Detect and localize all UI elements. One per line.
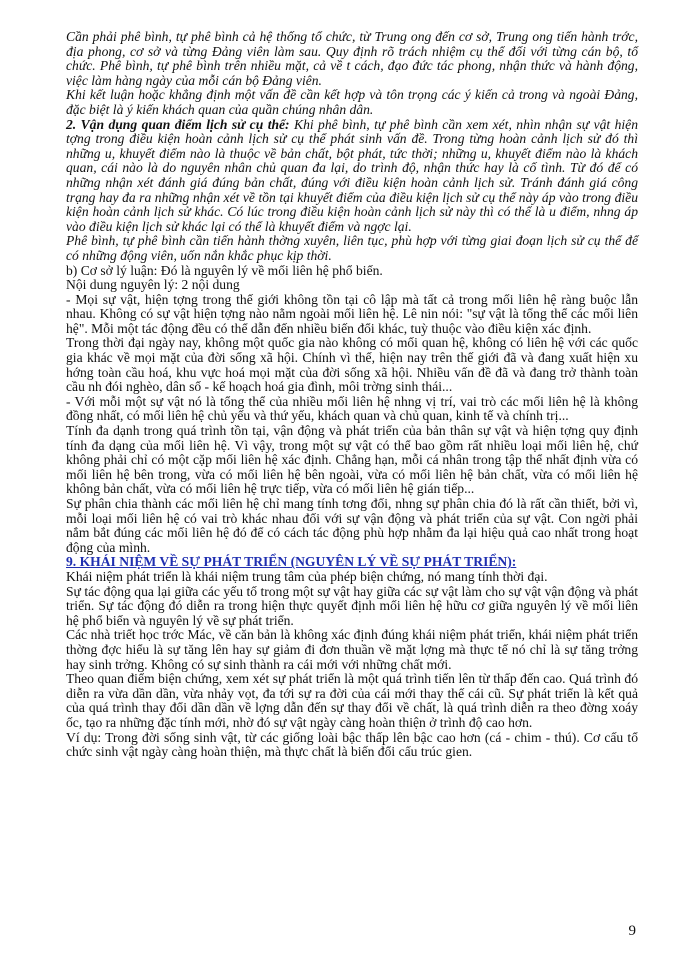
paragraph-all-things-linked: - Mọi sự vật, hiện tợng trong thế giới không tồn tại cô lập mà tất cả trong mối liên hệ ràng buộc lẫn nhau. Không có sự vật hiện tợng nào nằm ngoài mối liên hệ. Lê nin nói: "sự vật là tổng thể các mối liên hệ". Mỗi một tác động đều có thể dẫn đến nhiều biến đổi khác, tuỳ thuộc vào điều kiện xác định. (66, 291, 638, 336)
paragraph-dialectical-view: Theo quan điểm biện chứng, xem xét sự phát triển là một quá trình tiến lên từ thấp đến cao. Quá trình đó diễn ra vừa dần dần, vừa nhảy vọt, đa tới sự ra đời của cái mới thay thế cái cũ. Sự phát triển là kết quả của quá trình thay đổi dần dần về lợng dẫn đến sự thay đổi về chất, là quá trình diễn ra theo đờng xoáy ốc, tạo ra những đặc tính mới, nhờ đó sự vật ngày càng hoàn thiện ở trình độ cao hơn. (66, 671, 638, 730)
paragraph-principle-content: Nội dung nguyên lý: 2 nội dung (66, 277, 240, 293)
paragraph-globalization: Trong thời đại ngày nay, không một quốc gia nào không có mối quan hệ, không có liên hệ với các quốc gia khác về mọi mặt của đời sống xã hội. Chính vì thế, hiện nay trên thế giới đã và đang xuất hiện xu hớng toàn cầu hoá, khu vực hoá mọi mặt của đời sống xã hội. Nhiều vấn đề đã và đang trở thành toàn cầu nh đói nghèo, dân số - kế hoạch hoá gia đình, môi trờng sinh thái... (66, 335, 638, 395)
paragraph-theory-basis: b) Cơ sở lý luận: Đó là nguyên lý về mối liên hệ phổ biến. (66, 262, 383, 278)
paragraph-interaction: Sự tác động qua lại giữa các yếu tố trong một sự vật hay giữa các sự vật làm cho sự vật vận động và phát triển. Sự tác động đó diễn ra trong hiện thực quyết định mối liên hệ hữu cơ giữa nguyên lý về mối liên hệ phổ biến và nguyên lý về sự phát triển. (66, 583, 638, 628)
document-page (66, 30, 638, 760)
paragraph-development-concept: Khái niệm phát triển là khái niệm trung tâm của phép biện chứng, nó mang tính thời đại. (66, 568, 548, 584)
paragraph-diversity: Tính đa dạnh trong quá trình tồn tại, vận động và phát triển của bản thân sự vật và hiện tợng quy định tính đa dạng của mối liên hệ. Vì vậy, trong một sự vật có thể bao gồm rất nhiều loại mối liên hệ, chứ không phải chỉ có một cặp mối liên hệ xác định. Chẳng hạn, mỗi cá nhân trong tập thể nhất định vừa có mối liên hệ bên trong, vừa có mối liên hệ bên ngoài, vừa có mối liên hệ bản chất, vừa có mối liên hệ không bản chất, vừa có mối liên hệ trực tiếp, vừa có mối liên hệ gián tiếp... (66, 423, 638, 497)
section-2-title: 2. Vận dụng quan điểm lịch sử cụ thể: (66, 116, 290, 132)
paragraph-many-relations: - Với mỗi một sự vật nó là tổng thể của nhiều mối liên hệ nhng vị trí, vai trò các mối liên hệ là không đồng nhất, có mối liên hệ chủ yếu và thứ yếu, khách quan và chủ quan, kinh tế và chính trị... (66, 393, 638, 424)
section-2-body: Khi phê bình, tự phê bình cần xem xét, nhìn nhận sự vật hiện tợng trong điều kiện hoàn cảnh lịch sử cụ thể phát sinh vấn đề. Trong từng hoàn cảnh lịch sử đó thì những u, khuyết điểm nào là thuộc về bản chất, bột phát, tức thời; những u, khuyết điểm nào là khách quan, cái nào là do nguyên nhân chủ quan đa lại, do trình độ, nhận thức hay là cố tình. Từ đó để có những nhận xét đánh giá đúng bản chất, đúng với điều kiện hoàn cảnh lịch sử. Tránh đánh giá công trạng hay đa ra những nhận xét về tồn tại khuyết điểm của điều kiện lịch sử cụ thể này áp vào trong điều kiện hoàn cảnh lịch sử khác. Có lúc trong điều kiện hoàn cảnh lịch sử này thì có thể là u điểm, nhng áp vào điều kiện lịch sử khác lại có thể là khuyết điểm và ngợc lại. (66, 116, 638, 234)
paragraph-pre-marx: Các nhà triết học trớc Mác, về căn bản là không xác định đúng khái niệm phát triển, khái niệm phát triển thờng đợc hiểu là sự tăng lên hay sự giảm đi đơn thuần về mặt lợng mà thực tế nó chỉ là sự tăng trởng hay sinh trởng. Không có sự sinh thành ra cái mới với những chất mới. (66, 627, 638, 672)
paragraph-regular-criticism: Phê bình, tự phê bình cần tiến hành thờng xuyên, liên tục, phù hợp với từng giai đoạn lịch sử cụ thể để có những động viên, uốn nắn khắc phục kịp thời. (66, 233, 638, 263)
section-9-heading: 9. KHÁI NIỆM VỀ SỰ PHÁT TRIỂN (NGUYÊN LÝ VỀ SỰ PHÁT TRIỂN): (66, 554, 517, 570)
paragraph-historical-view (66, 118, 638, 235)
paragraph-conclusion: Khi kết luận hoặc khẳng định một vấn đề cần kết hợp và tôn trọng các ý kiến cả trong và ngoài Đảng, đặc biệt là ý kiến khách quan của quần chúng nhân dân. (66, 87, 638, 117)
page-number: 9 (628, 923, 636, 939)
paragraph-criticism-system: Cần phải phê bình, tự phê bình cả hệ thống tổ chức, từ Trung ong đến cơ sở, Trung ong tiến hành trớc, địa phong, cơ sở và từng Đảng viên làm sau. Quy định rõ trách nhiệm cụ thể đối với từng cán bộ, tổ chức. Phê bình, tự phê bình trên nhiều mặt, cả về t cách, đạo đức tác phong, nhận thức và hành động, việc làm hàng ngày của mỗi cán bộ Đảng viên. (66, 29, 638, 88)
paragraph-classification: Sự phân chia thành các mối liên hệ chỉ mang tính tơng đối, nhng sự phân chia đó là rất cần thiết, bởi vì, mỗi loại mối liên hệ có vai trò khác nhau đối với sự vận động và phát triển của sự vật. Con ngời phải nắm bắt đúng các mối liên hệ đó để có cách tác động phù hợp nhằm đa lại hiệu quả cao nhất trong hoạt động của mình. (66, 496, 638, 555)
paragraph-example: Ví dụ: Trong đời sống sinh vật, từ các giống loài bậc thấp lên bậc cao hơn (cá - chim - thú). Cơ cấu tổ chức sinh vật ngày càng hoàn thiện, mà thực chất là biến đổi cấu trúc gien. (66, 729, 638, 760)
